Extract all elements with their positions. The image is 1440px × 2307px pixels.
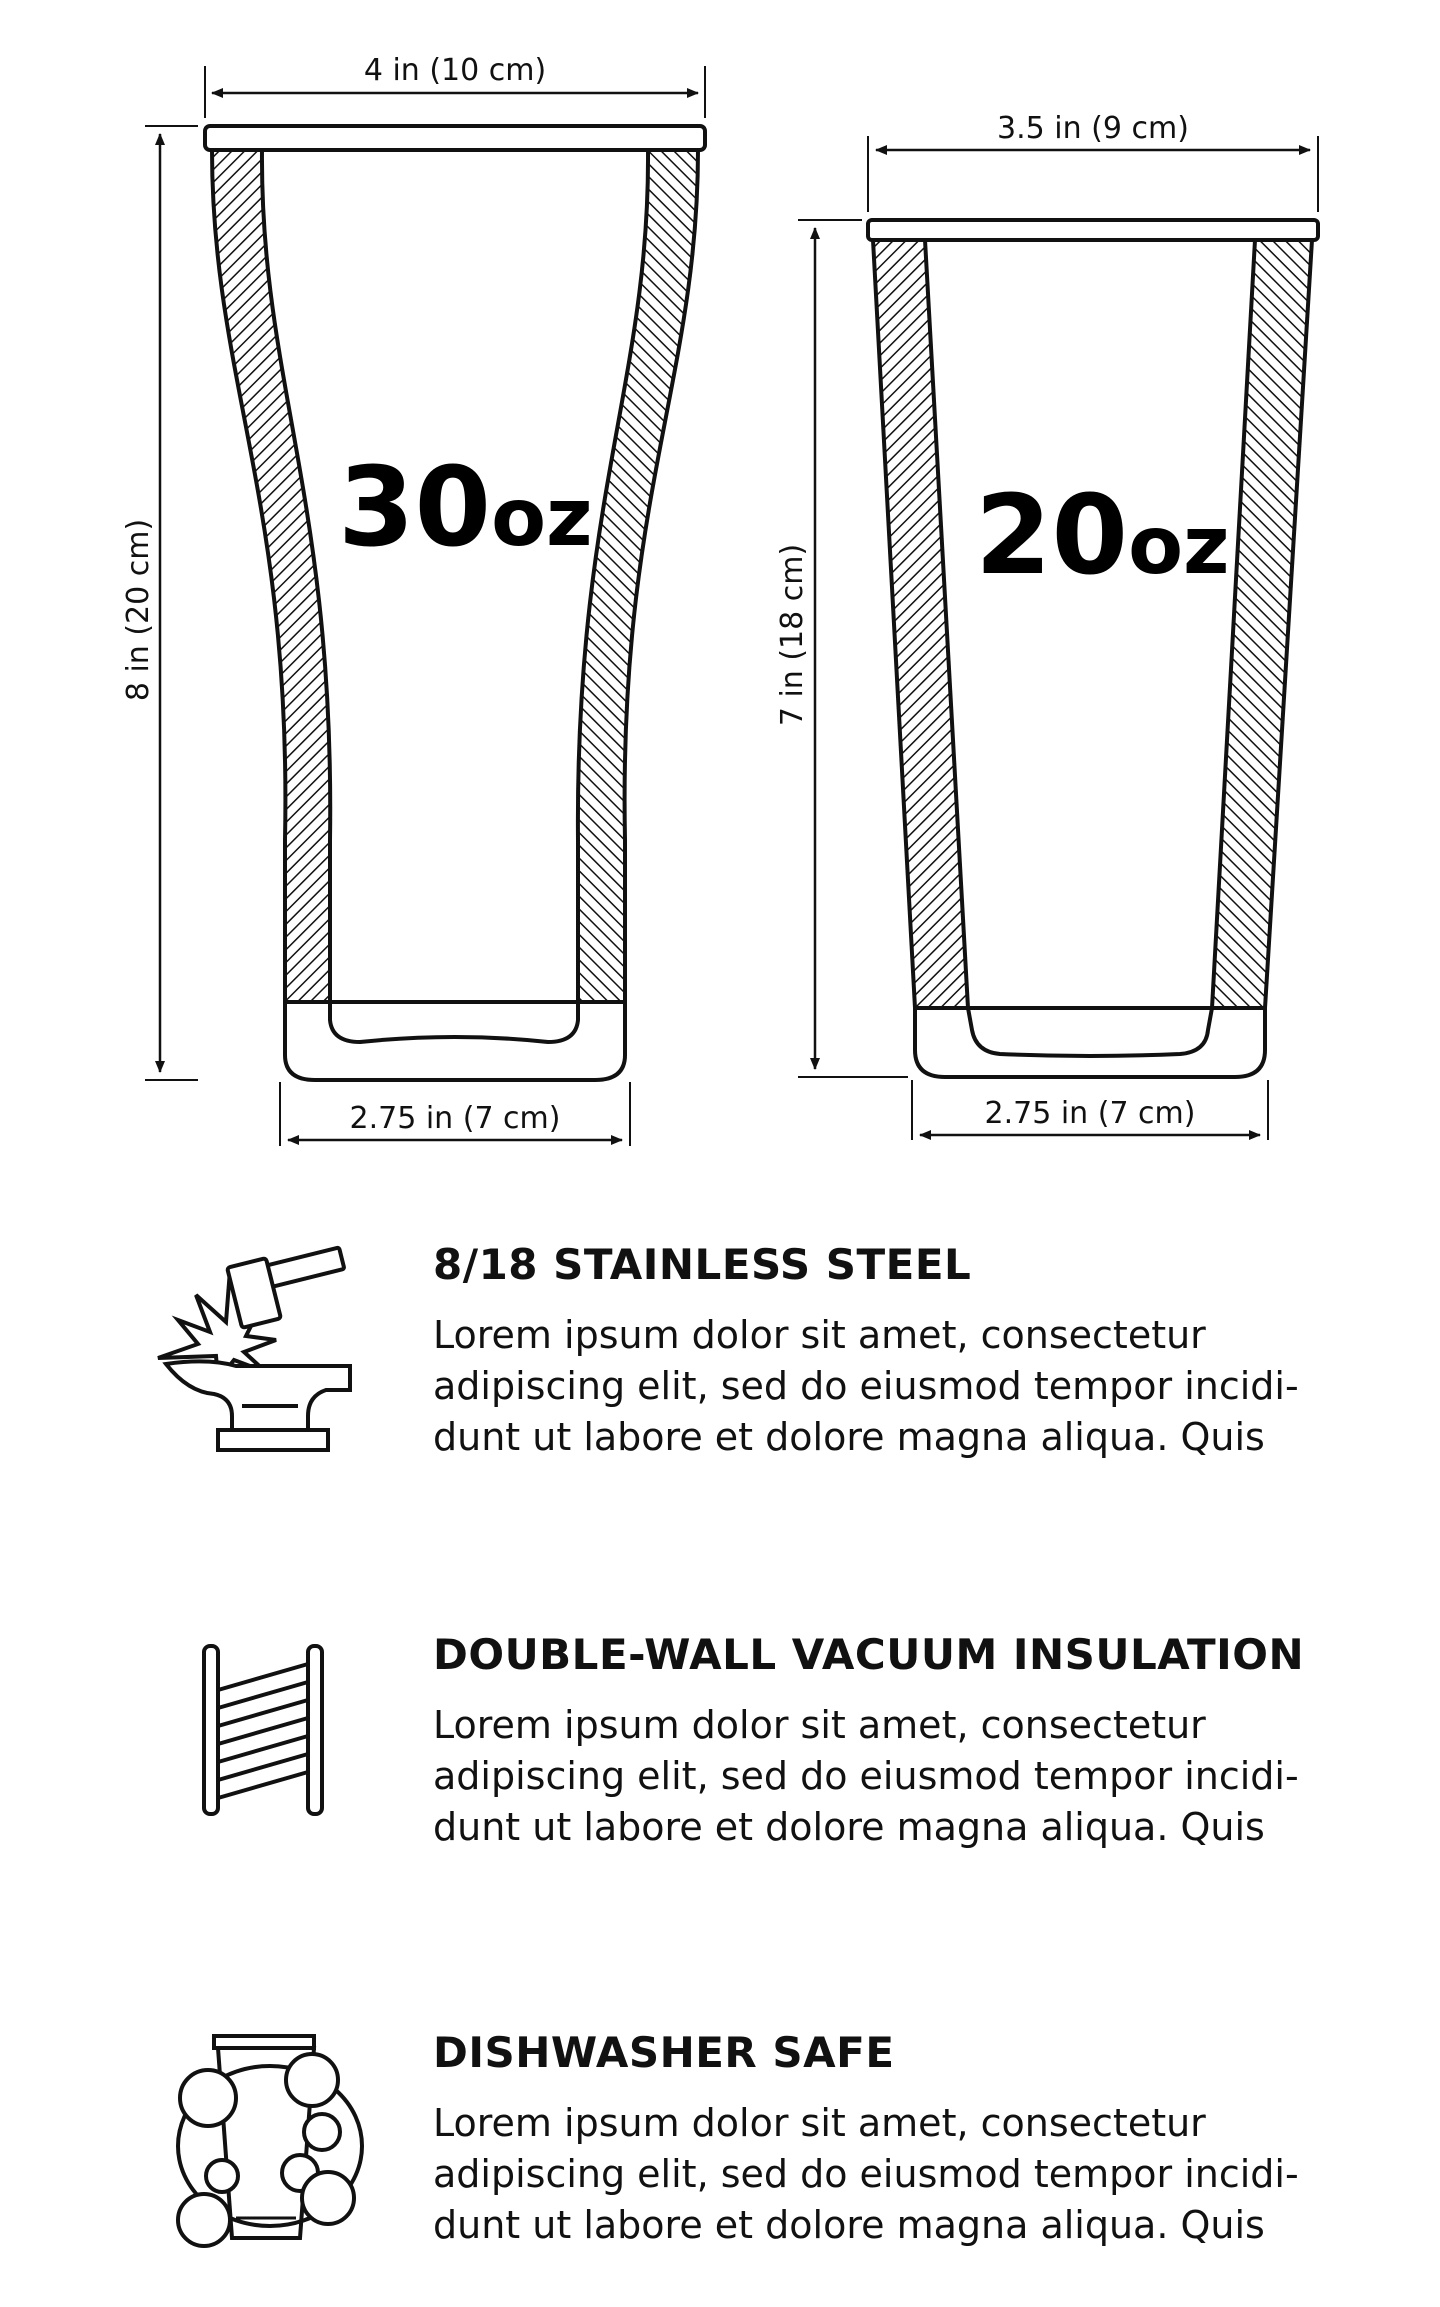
feature-description-line: Lorem ipsum dolor sit amet, consectetur xyxy=(433,2101,1206,2145)
tumbler-30oz-capacity-unit: oz xyxy=(491,471,593,564)
feature-description xyxy=(433,1310,1353,1463)
tumbler-20oz xyxy=(868,220,1318,1077)
tumbler-20oz-lid xyxy=(868,220,1318,240)
tumbler-20oz-capacity xyxy=(975,471,1230,599)
tumbler-30oz-height-label: 8 in (20 cm) xyxy=(121,518,156,702)
tumbler-20oz-capacity-unit: oz xyxy=(1128,499,1230,592)
tumbler-30oz-capacity xyxy=(338,443,593,571)
tumbler-30oz-base-width-label: 2.75 in (7 cm) xyxy=(349,1101,561,1136)
tumbler-20oz-height-label: 7 in (18 cm) xyxy=(775,543,810,727)
tumbler-20oz-capacity-number: 20 xyxy=(975,471,1129,599)
feature-description-line: adipiscing elit, sed do eiusmod tempor incidi- xyxy=(433,2152,1299,2196)
tumbler-30oz-right-wall xyxy=(578,150,698,1002)
feature-description-line: dunt ut labore et dolore magna aliqua. Quis xyxy=(433,1415,1265,1459)
tumbler-20oz-right-wall xyxy=(1212,240,1312,1008)
feature-title: 8/18 STAINLESS STEEL xyxy=(433,1240,972,1289)
feature-description-line: dunt ut labore et dolore magna aliqua. Quis xyxy=(433,2203,1265,2247)
tumbler-20oz-base-width-label: 2.75 in (7 cm) xyxy=(984,1096,1196,1131)
tumbler-20oz-top-width-label: 3.5 in (9 cm) xyxy=(997,111,1189,146)
feature-description-line: Lorem ipsum dolor sit amet, consectetur xyxy=(433,1703,1206,1747)
tumbler-30oz-left-wall xyxy=(212,150,330,1002)
double-wall-icon xyxy=(198,1642,328,1820)
feature-dishwasher-safe xyxy=(0,2018,1440,2278)
feature-description-line: adipiscing elit, sed do eiusmod tempor incidi- xyxy=(433,1364,1299,1408)
feature-description xyxy=(433,1700,1353,1853)
tumbler-30oz-lid xyxy=(205,126,705,150)
feature-description-line: dunt ut labore et dolore magna aliqua. Quis xyxy=(433,1805,1265,1849)
tumbler-20oz-left-wall xyxy=(873,240,968,1008)
feature-title: DOUBLE-WALL VACUUM INSULATION xyxy=(433,1630,1305,1679)
hammer-anvil-icon xyxy=(148,1240,358,1460)
feature-description xyxy=(433,2098,1353,2251)
tumbler-30oz-base xyxy=(285,1002,625,1080)
tumbler-30oz-capacity-number: 30 xyxy=(338,443,492,571)
feature-double-wall-insulation xyxy=(0,1620,1440,1860)
feature-description-line: Lorem ipsum dolor sit amet, consectetur xyxy=(433,1313,1206,1357)
feature-description-line: adipiscing elit, sed do eiusmod tempor incidi- xyxy=(433,1754,1299,1798)
tumbler-30oz xyxy=(205,126,705,1080)
feature-stainless-steel xyxy=(0,1230,1440,1490)
tumbler-30oz-top-width-label: 4 in (10 cm) xyxy=(363,53,547,88)
feature-title: DISHWASHER SAFE xyxy=(433,2028,895,2077)
dishwasher-bubbles-icon xyxy=(170,2028,370,2253)
tumbler-20oz-base xyxy=(915,1008,1265,1077)
